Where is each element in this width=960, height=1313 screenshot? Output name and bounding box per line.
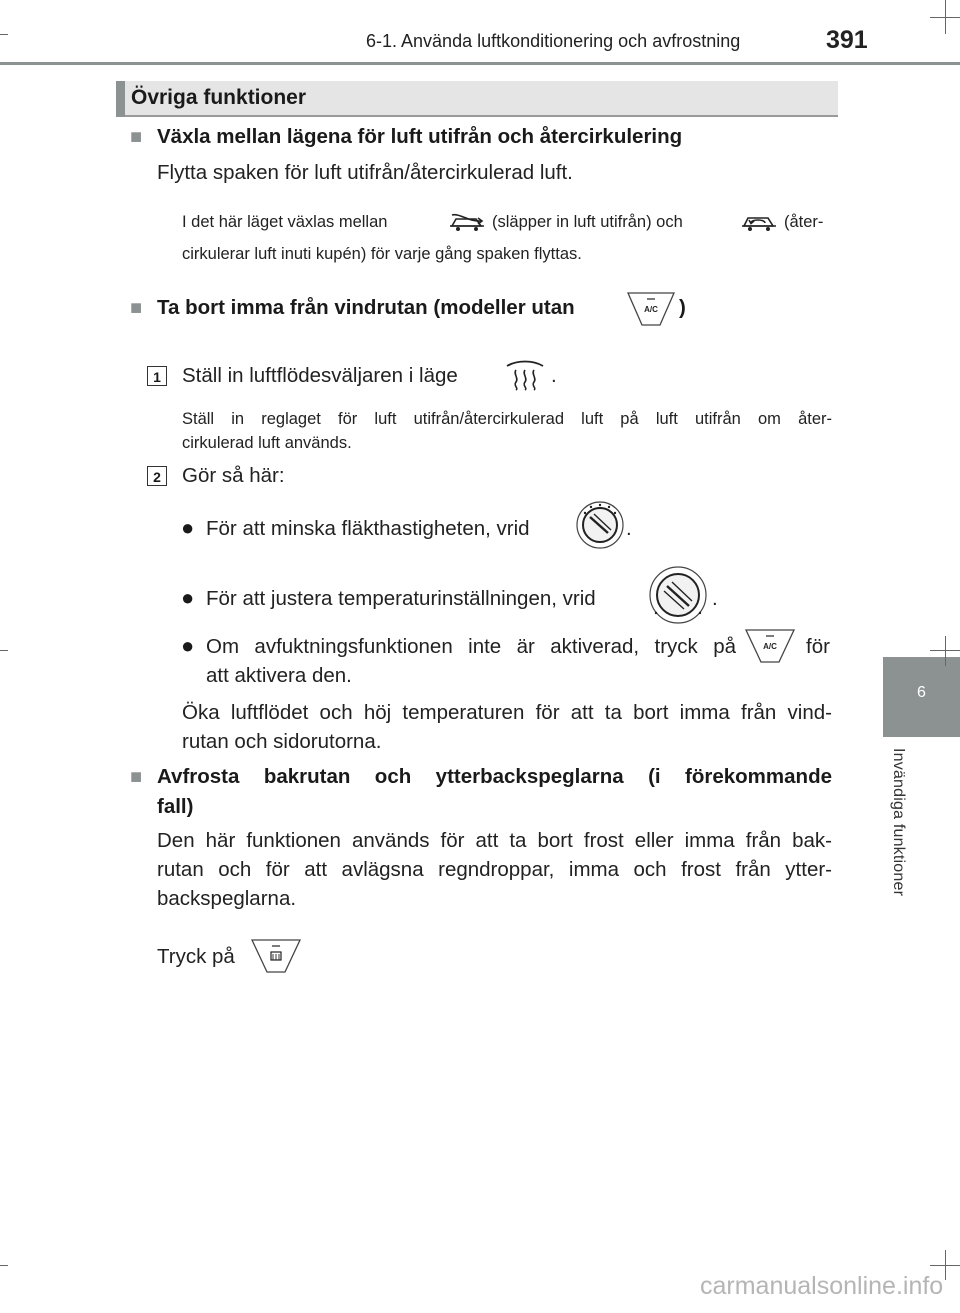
topic-text-air-mode: Flytta spaken för luft utifrån/återcirkulerad luft.	[157, 161, 573, 184]
rear-defrost-text-line1: Den här funktionen används för att ta bort frost eller imma från bak-	[157, 829, 832, 852]
topic-heading-defog: Ta bort imma från vindrutan (modeller utan	[157, 296, 575, 319]
rear-defogger-button-icon	[250, 937, 302, 975]
fan-speed-knob-icon	[575, 500, 625, 550]
step-number-2: 2	[147, 466, 167, 486]
temperature-knob-icon	[648, 565, 708, 625]
note-air-mode-part1: I det här läget växlas mellan	[182, 213, 388, 231]
note-air-mode-part2: (släpper in luft utifrån) och	[492, 213, 683, 231]
ac-button-icon	[626, 290, 676, 328]
bullet-temperature-text: För att justera temperaturinställningen, vrid	[206, 587, 596, 610]
square-bullet: ■	[130, 126, 143, 148]
bullet-fan-speed-suffix: .	[626, 517, 632, 540]
step2-text: Gör så här:	[182, 464, 285, 487]
step1-text: Ställ in luftflödesväljaren i läge	[182, 364, 458, 387]
note-air-mode-part3: (åter-	[784, 213, 824, 231]
bullet-dehumidify-line1: Om avfuktningsfunktionen inte är aktiverad, tryck på	[206, 635, 736, 658]
car-outside-air-icon	[448, 210, 486, 234]
step1-note-line2: cirkulerad luft används.	[182, 434, 352, 452]
square-bullet: ■	[130, 766, 143, 788]
note-air-mode-line2: cirkulerar luft inuti kupén) för varje gång spaken flyttas.	[182, 245, 582, 263]
topic-heading-rear-defrost-line1: Avfrosta bakrutan och ytterbackspeglarna (i förekommande	[157, 765, 832, 788]
crop-mark	[0, 650, 8, 651]
crop-mark	[0, 34, 8, 35]
round-bullet: ●	[181, 585, 195, 610]
bullet-temperature-suffix: .	[712, 587, 718, 610]
chapter-number: 6	[917, 684, 926, 701]
bullet-dehumidify-line1-end: för	[806, 635, 830, 658]
crop-mark	[945, 636, 946, 666]
defog-after-line1: Öka luftflödet och höj temperaturen för att ta bort imma från vind-	[182, 701, 832, 724]
page-number: 391	[826, 26, 868, 54]
step1-note-line1: Ställ in reglaget för luft utifrån/återcirkulerad luft på luft utifrån om åter-	[182, 410, 832, 428]
windshield-defrost-icon	[503, 356, 547, 392]
defog-after-line2: rutan och sidorutorna.	[182, 730, 382, 753]
watermark: carmanualsonline.info	[700, 1272, 944, 1300]
chapter-label: Invändiga funktioner	[890, 748, 907, 897]
chapter-section-title: 6-1. Använda luftkonditionering och avfrostning	[366, 31, 741, 51]
crop-mark	[0, 1265, 8, 1266]
round-bullet: ●	[181, 633, 195, 658]
square-bullet: ■	[130, 297, 143, 319]
svg-text:A/C: A/C	[763, 642, 777, 651]
header-divider	[0, 62, 960, 65]
ac-button-icon	[744, 627, 796, 665]
bullet-dehumidify-line2: att aktivera den.	[206, 664, 352, 687]
bullet-fan-speed-text: För att minska fläkthastigheten, vrid	[206, 517, 530, 540]
car-recirculate-icon	[740, 210, 778, 234]
section-bar-accent	[116, 81, 125, 117]
rear-defrost-press-text: Tryck på	[157, 945, 235, 968]
step-number-1: 1	[147, 366, 167, 386]
step1-suffix: .	[551, 364, 557, 387]
crop-mark	[930, 17, 960, 18]
rear-defrost-text-line3: backspeglarna.	[157, 887, 297, 910]
rear-defrost-text-line2: rutan och för att avlägsna regndroppar, imma och frost från ytter-	[157, 858, 832, 881]
section-title: Övriga funktioner	[131, 86, 307, 109]
svg-text:A/C: A/C	[644, 305, 658, 314]
topic-heading-rear-defrost-line2: fall)	[157, 795, 194, 818]
topic-heading-air-mode: Växla mellan lägena för luft utifrån och återcirkulering	[157, 125, 683, 148]
crop-mark	[930, 650, 960, 651]
topic-heading-defog-close: )	[679, 296, 686, 319]
crop-mark	[930, 1265, 960, 1266]
round-bullet: ●	[181, 515, 195, 540]
